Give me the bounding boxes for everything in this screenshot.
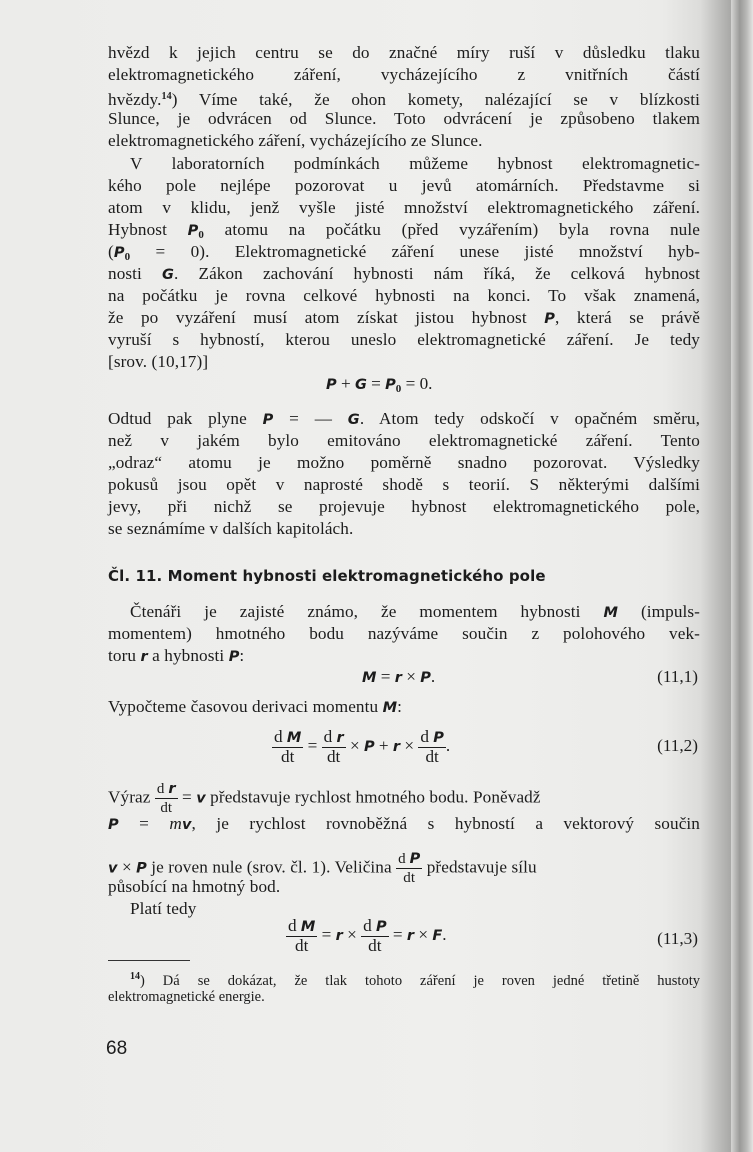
symbol-P: P [187,223,199,239]
text-line: vyruší s hybností, kterou uneslo elektromagnetické záření. Je tedy [108,330,700,349]
equation-number: (11,2) [657,736,698,755]
text-line: Vypočteme časovou derivaci momentu M: [108,697,403,716]
symbol-P: P [113,245,125,261]
text-line: na počátku je rovna celkové hybnosti na konci. To však znamená, [108,286,700,305]
text-line: hvězd k jejich centru se do značné míry ruší v důsledku tlaku [108,43,700,62]
equation-11-3: $\frac{\text{d M}}{dt}$ = r × $\frac{\text{d P}}{dt}$ = r × F. [288,916,447,955]
text-line: elektromagnetického záření, vycházejícího z vnitřních částí [108,65,700,84]
text-line: Slunce, je odvrácen od Slunce. Toto odvrácení je způsobeno tlakem [108,109,700,128]
equation-11-2: $\frac{\text{d M}}{dt}$ = $\frac{\text{d r}}{dt}$ × P + r × $\frac{\text{d P}}{dt}$ . [274,727,451,766]
symbol-G: G [162,267,175,283]
text-line: Platí tedy [130,899,197,918]
text-line: nosti G. Zákon zachování hybnosti nám říká, že celková hybnost [108,264,701,283]
text-line: toru r a hybnosti P: [108,646,245,665]
symbol-P: P [544,311,555,327]
text-line: elektromagnetického záření, vycházejícího ze Slunce. [108,131,483,150]
page-gutter-shadow [731,0,753,1152]
text-line: Hybnost $P_0$ atomu na počátku (před vyzářením) byla rovna nule [108,220,700,241]
text-line: kého pole nejlépe pozorovat u jevů atomárních. Představme si [108,176,700,195]
text-line: Odtud pak plyne P = — G. Atom tedy odskočí v opačném směru, [108,409,700,428]
text-line: jevy, při nichž se projevuje hybnost elektromagnetického pole, [108,497,700,516]
text-line: že po vyzáření musí atom získat jistou hybnost P, která se právě [108,308,700,327]
footnote-ref[interactable]: 14 [161,91,172,102]
footnote-marker: 14 [130,971,140,982]
footnote-divider [108,960,190,961]
text-line: v × P je roven nule (srov. čl. 1). Veličina $\frac{\text{d P}}{dt}$ představuje sílu [108,851,537,886]
text-line: než v jakém bylo emitováno elektromagnetické záření. Tento [108,431,700,450]
text-line: [srov. (10,17)] [108,352,209,371]
text-line: atom v klidu, jenž vyšle jisté množství elektromagnetického záření. [108,198,700,217]
text-line: V laboratorních podmínkách můžeme hybnost elektromagnetic- [130,154,700,173]
text-line: Čtenáři je zajisté známo, že momentem hybnosti M (impuls- [130,602,700,621]
footnote-line: elektromagnetické energie. [108,989,265,1005]
equation-number: (11,3) [657,929,698,948]
text-line: Výraz $\frac{\text{d r}}{dt}$ = v představuje rychlost hmotného bodu. Poněvadž [108,781,541,816]
text-line: působící na hmotný bod. [108,877,281,896]
equation-number: (11,1) [657,667,698,686]
text-line: P = mv, je rychlost rovnoběžná s hybností a vektorový součin [108,814,700,833]
text-line: pokusů jsou opět v naprosté shodě s teorií. S některými dalšími [108,475,700,494]
footnote-line: $^{14}$) Dá se dokázat, že tlak tohoto záření je roven jedné třetině hustoty [130,971,700,989]
equation-momentum-conservation: $P + G = P_0 = 0$. [326,374,433,395]
text-line: $(P_0 = 0)$. Elektromagnetické záření unese jisté množství hyb- [108,242,700,263]
text-line: hvězdy.$^{14}$) Víme také, že ohon komety, nalézající se v blízkosti [108,90,700,109]
section-heading: Čl. 11. Moment hybnosti elektromagnetického pole [108,567,546,585]
text-line: „odraz“ atomu je možno poměrně snadno pozorovat. Výsledky [108,453,700,472]
text-line: se seznámíme v dalších kapitolách. [108,519,354,538]
page-number: 68 [106,1038,128,1059]
equation-11-1: M = r × P. [362,667,436,686]
text-line: momentem) hmotného bodu nazýváme součin z polohového vek- [108,624,700,643]
